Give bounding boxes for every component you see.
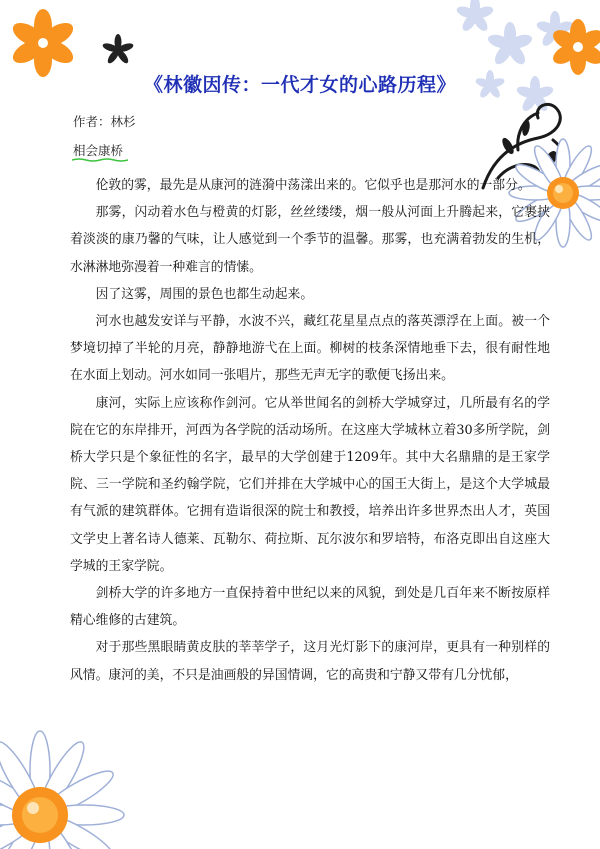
black-flower-icon — [100, 32, 136, 68]
paragraph: 那雾，闪动着水色与橙黄的灯影，丝丝缕缕，烟一般从河面上升腾起来，它裹挟着淡淡的康乃馨的气味，让人感觉到一个季节的温馨。那雾，也充满着勃发的生机，水淋淋地弥漫着一种难言的情愫。 — [70, 205, 550, 275]
paragraph: 伦敦的雾，最先是从康河的涟漪中荡漾出来的。它似乎也是那河水的一部分。 — [95, 178, 531, 193]
paragraph: 剑桥大学的许多地方一直保持着中世纪以来的风貌，到处是几百年来不断按原样精心维修的古建筑。 — [70, 586, 550, 629]
daisy-icon — [0, 700, 150, 849]
page-title: 《林徽因传：一代才女的心路历程》 — [143, 74, 456, 96]
paragraph: 因了这雾，周围的景色也都生动起来。 — [95, 286, 314, 302]
section-underline — [72, 158, 128, 162]
paragraph: 康河，实际上应该称作剑河。它从举世闻名的剑桥大学城穿过，几所最有名的学院在它的东岸排开，河西为各学院的活动场所。在这座大学城林立着30多所学院，剑桥大学只是个象征性的名字，最早的大学创建于1209年。其中大名鼎鼎的是王家学院、三一学院和圣约翰学院，它们并排在大学城中心的国王大街上，是这个大学城最有气派的建筑群体。它拥有造诣很深的院士和教授，培养出许多世界杰出人才，英国文学史上著名诗人德莱、瓦勒尔、荷拉斯、瓦尔波尔和罗培特，布洛克即出自这座大学城的王家学院。 — [70, 395, 550, 574]
section-heading: 相会康桥 — [73, 143, 124, 158]
paragraph: 对于那些黑眼睛黄皮肤的莘莘学子，这月光灯影下的康河岸，更具有一种别样的风情。康河的美，不只是油画般的异国情调，它的高贵和宁静又带有几分忧郁， — [70, 640, 550, 683]
author-line: 作者：林杉 — [73, 114, 136, 129]
body-text — [70, 172, 550, 689]
paragraph: 河水也越发安详与平静，水波不兴，藏红花星星点点的落英漂浮在上面。被一个梦境切掉了半轮的月亮，静静地游弋在上面。柳树的枝条深情地垂下去，很有耐性地在水面上划动。河水如同一张唱片，那些无声无字的歌便飞扬出来。 — [70, 314, 550, 384]
orange-flower-icon — [8, 8, 78, 78]
